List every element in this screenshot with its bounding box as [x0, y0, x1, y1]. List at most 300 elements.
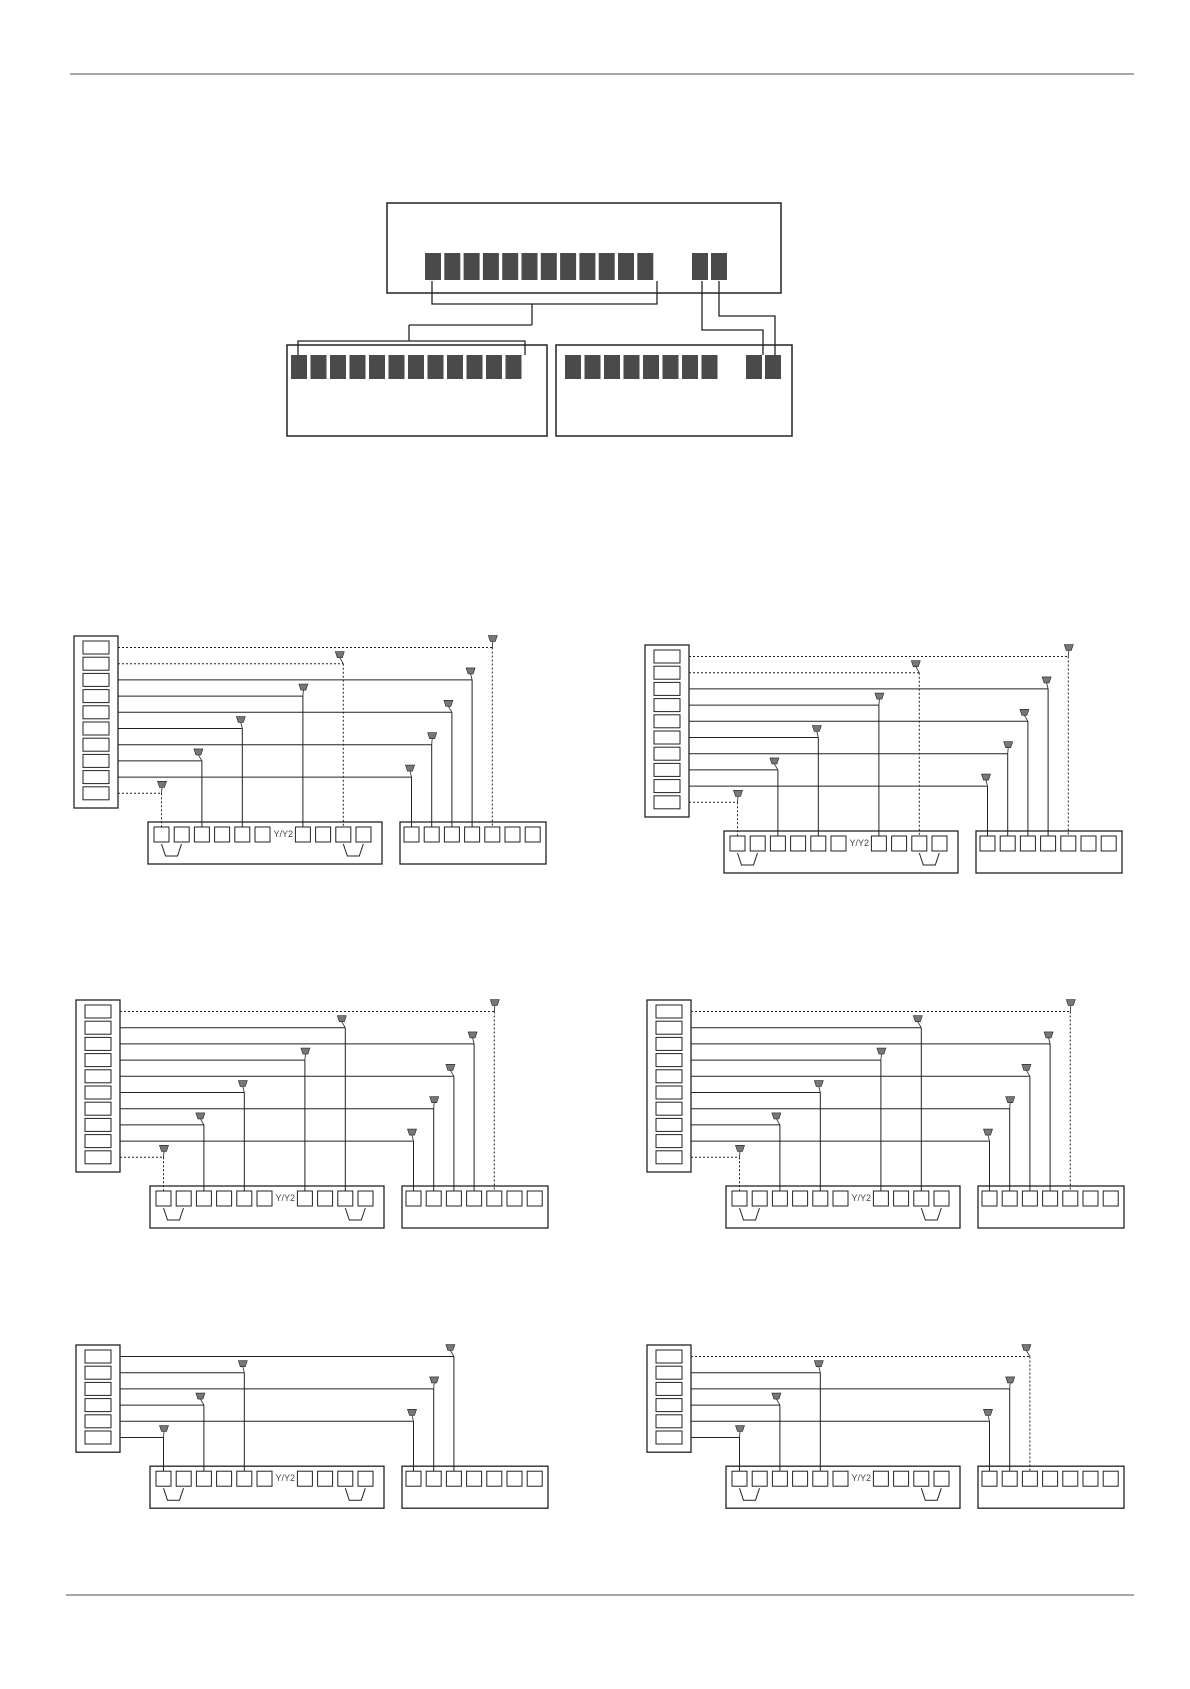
outdoor-terminal [1103, 1471, 1118, 1486]
board-terminal [154, 827, 169, 842]
jumper [345, 1488, 365, 1500]
outdoor-terminal [1083, 1471, 1098, 1486]
control-board [150, 1186, 384, 1228]
board-terminal [356, 827, 371, 842]
thermostat-terminal [656, 1151, 682, 1164]
thermostat-terminal [656, 1005, 682, 1018]
wiring-diagram-middle-right [647, 1000, 1124, 1229]
wire-nut [337, 1016, 346, 1022]
board-terminal [358, 1471, 373, 1486]
board-terminal [871, 836, 886, 851]
board-terminal [793, 1191, 808, 1206]
wire-nut [772, 1393, 781, 1399]
lower-left-terminal [506, 355, 522, 379]
outdoor-board [978, 1186, 1124, 1228]
thermostat-terminal [654, 780, 680, 793]
board-terminal [318, 1471, 333, 1486]
outdoor-terminal [444, 827, 459, 842]
wire-nut-lead [243, 1367, 245, 1373]
wire-nut-lead [738, 796, 739, 802]
board-terminal-label: Y/Y2 [273, 829, 293, 839]
wiring-diagram-top-right [645, 645, 1122, 874]
board-terminal [914, 1471, 929, 1486]
board-terminal [237, 1191, 252, 1206]
wire-nut [1022, 1345, 1031, 1351]
upper-terminal [618, 253, 634, 280]
outdoor-terminal [424, 827, 439, 842]
wire-nut-lead [342, 1022, 346, 1028]
board-terminal-label: Y/Y2 [849, 838, 869, 848]
wire-nut-lead [918, 1022, 922, 1028]
control-board [726, 1186, 960, 1228]
wire-nut [160, 1426, 169, 1432]
wire-nut-lead [1010, 1103, 1011, 1109]
outdoor-terminal [1063, 1471, 1078, 1486]
thermostat-terminal [656, 1070, 682, 1083]
thermostat-terminal [654, 650, 680, 663]
thermostat-terminal [83, 787, 109, 800]
upper-terminal [444, 253, 460, 280]
outdoor-terminal [1043, 1191, 1058, 1206]
wire-nut [814, 1361, 823, 1367]
wire-nut [770, 758, 779, 764]
wire-nut-lead [916, 667, 920, 673]
board-terminal [257, 1191, 272, 1206]
board-terminal [914, 1191, 929, 1206]
wire-nut-lead [776, 1399, 780, 1405]
wire-nut [408, 1129, 417, 1135]
outdoor-terminal [1022, 1471, 1037, 1486]
board-terminal [932, 836, 947, 851]
board-terminal [338, 1191, 353, 1206]
wire-nut-lead [241, 723, 243, 729]
wire-nut [430, 1377, 439, 1383]
wire-nut [444, 700, 453, 706]
wire-nut-lead [988, 1415, 990, 1421]
lower-left-terminal [311, 355, 327, 379]
thermostat-terminal [656, 1399, 682, 1412]
thermostat-terminal [656, 1431, 682, 1444]
control-board [150, 1466, 384, 1508]
outdoor-terminal [980, 836, 995, 851]
thermostat-terminal [83, 738, 109, 751]
wire-nut [196, 1393, 205, 1399]
board-terminal [297, 1191, 312, 1206]
wire-nut-lead [774, 764, 778, 770]
board-terminal [772, 1191, 787, 1206]
lower-right-terminal [624, 355, 640, 379]
board-terminal [833, 1191, 848, 1206]
upper-terminal [692, 253, 708, 280]
board-terminal [217, 1191, 232, 1206]
board-terminal [174, 827, 189, 842]
outdoor-terminal [467, 1471, 482, 1486]
outdoor-terminal [1083, 1191, 1098, 1206]
wiring-diagrams [74, 636, 1124, 1509]
board-terminal [772, 1471, 787, 1486]
outdoor-terminal [507, 1191, 522, 1206]
wire-nut [490, 1000, 499, 1006]
jumper [919, 853, 939, 865]
thermostat-terminal [656, 1102, 682, 1115]
jumper [164, 1488, 184, 1500]
upper-terminal [425, 253, 441, 280]
wire-nut [468, 1032, 477, 1038]
thermostat-terminal [85, 1415, 111, 1428]
wire-nut-lead [1049, 1038, 1051, 1044]
board-terminal-label: Y/Y2 [275, 1473, 295, 1484]
wire-nut-lead [819, 1367, 821, 1373]
outdoor-terminal [505, 827, 520, 842]
board-terminal [215, 827, 230, 842]
board-terminal [752, 1191, 767, 1206]
wire-nut [911, 661, 920, 667]
wire-nut-lead [162, 787, 163, 793]
wire-nut [301, 1048, 310, 1054]
board-terminal [235, 827, 250, 842]
outdoor-terminal [426, 1191, 441, 1206]
outdoor-terminal [465, 827, 480, 842]
wire-nut-lead [340, 658, 344, 664]
wire-nut-lead [450, 1351, 454, 1357]
thermostat-terminal [83, 754, 109, 767]
outdoor-terminal [1081, 836, 1096, 851]
outdoor-terminal [1000, 836, 1015, 851]
jumper [740, 1488, 760, 1500]
lower-left-terminal [330, 355, 346, 379]
thermostat-terminal [85, 1021, 111, 1034]
board-terminal [358, 1191, 373, 1206]
thermostat-terminal [83, 690, 109, 703]
wire-nut-lead [740, 1151, 741, 1157]
wire-nut-lead [881, 1054, 882, 1060]
outdoor-terminal [1022, 1191, 1037, 1206]
outdoor-terminal [485, 827, 500, 842]
thermostat-terminal [85, 1151, 111, 1164]
thermostat-terminal [656, 1366, 682, 1379]
jumper [921, 1208, 941, 1220]
board-terminal [338, 1471, 353, 1486]
outdoor-terminal [404, 827, 419, 842]
wire-nut-lead [1047, 683, 1049, 689]
wire-nut [160, 1145, 169, 1151]
board-terminal [813, 1471, 828, 1486]
wire-nut-lead [1026, 1351, 1030, 1357]
lower-terminal-strips [291, 355, 781, 379]
lower-right-terminal [682, 355, 698, 379]
outdoor-terminal [982, 1191, 997, 1206]
wire-nut [1022, 1064, 1031, 1070]
thermostat-terminal [656, 1086, 682, 1099]
wire-nut [984, 1409, 993, 1415]
outdoor-terminal [982, 1471, 997, 1486]
wire-nut-lead [1026, 1070, 1030, 1076]
wire-nut [1066, 1000, 1075, 1006]
wire-nut [238, 1361, 247, 1367]
outdoor-terminal [525, 827, 540, 842]
thermostat-terminal [656, 1382, 682, 1395]
jumper [345, 1208, 365, 1220]
board-terminal [813, 1191, 828, 1206]
wire-nut-lead [819, 1087, 821, 1093]
board-terminal [811, 836, 826, 851]
wire-nut-lead [492, 642, 493, 648]
wire-nut [428, 733, 437, 739]
wire-nut-lead [1008, 748, 1009, 754]
wire-nut [446, 1064, 455, 1070]
wire-nut-lead [432, 739, 433, 745]
outdoor-terminal [1041, 836, 1056, 851]
wire-nut [236, 717, 245, 723]
wire-nut [466, 668, 475, 674]
outdoor-board [402, 1466, 548, 1508]
wire-nut [335, 652, 344, 658]
board-terminal [318, 1191, 333, 1206]
board-terminal-label: Y/Y2 [851, 1193, 871, 1203]
wire-nut-lead [1010, 1383, 1011, 1389]
board-terminal [217, 1471, 232, 1486]
thermostat-terminal [654, 731, 680, 744]
thermostat-terminal [654, 747, 680, 760]
thermostat-terminal [654, 796, 680, 809]
thermostat-terminal [656, 1350, 682, 1363]
thermostat-terminal [85, 1070, 111, 1083]
outdoor-terminal [1002, 1471, 1017, 1486]
wire-nut-lead [473, 1038, 475, 1044]
board-terminal [831, 836, 846, 851]
board-terminal [873, 1191, 888, 1206]
upper-terminal [560, 253, 576, 280]
outdoor-terminal [446, 1191, 461, 1206]
wire-nut-lead [164, 1151, 165, 1157]
bus-bracket-lower [298, 341, 525, 355]
wire-nut-lead [450, 1070, 454, 1076]
board-terminal [297, 1471, 312, 1486]
wire-nut-lead [412, 1415, 414, 1421]
lower-right-terminal [663, 355, 679, 379]
wire-nut [406, 765, 415, 771]
board-terminal [316, 827, 331, 842]
thermostat-terminal [654, 763, 680, 776]
lower-right-terminal [702, 355, 718, 379]
outdoor-terminal [1002, 1191, 1017, 1206]
board-terminal [934, 1471, 949, 1486]
wire-nut [1020, 709, 1029, 715]
wire-nut-lead [1070, 1006, 1071, 1012]
wire-nut-lead [412, 1135, 414, 1141]
lower-right-terminal [604, 355, 620, 379]
outdoor-terminal [467, 1191, 482, 1206]
control-board [148, 822, 382, 864]
wire-nut-lead [305, 1054, 306, 1060]
wire-right-2 [719, 281, 775, 355]
wire-nut-lead [434, 1383, 435, 1389]
wire-nut [196, 1113, 205, 1119]
wire-nut [736, 1145, 745, 1151]
thermostat-terminal [656, 1135, 682, 1148]
outdoor-terminal [527, 1471, 542, 1486]
outdoor-terminal [406, 1191, 421, 1206]
thermostat-terminal [656, 1037, 682, 1050]
upper-terminal [483, 253, 499, 280]
lower-left-terminal [447, 355, 463, 379]
wire-nut [734, 790, 743, 796]
wire-nut [238, 1081, 247, 1087]
wire-nut-lead [988, 1135, 990, 1141]
wire-nut [1044, 1032, 1053, 1038]
wire-nut [913, 1016, 922, 1022]
upper-terminal [522, 253, 538, 280]
upper-terminal [502, 253, 518, 280]
wire-nut [814, 1081, 823, 1087]
upper-terminal [599, 253, 615, 280]
wiring-diagram-bottom-right [647, 1345, 1124, 1509]
board-terminal [732, 1191, 747, 1206]
wire-nut [158, 781, 167, 787]
wire-nut-lead [303, 690, 304, 696]
outdoor-terminal [1043, 1471, 1058, 1486]
wire-nut [875, 693, 884, 699]
upper-terminal [579, 253, 595, 280]
board-terminal [176, 1191, 191, 1206]
wire-nut [488, 636, 497, 642]
wire-nut [772, 1113, 781, 1119]
outdoor-board [976, 831, 1122, 873]
thermostat-terminal [85, 1102, 111, 1115]
thermostat-terminal [85, 1086, 111, 1099]
board-terminal [892, 836, 907, 851]
jumper [343, 844, 363, 856]
wire-nut-lead [164, 1432, 165, 1438]
wire-nut [1006, 1377, 1015, 1383]
wire-nut-lead [1068, 651, 1069, 657]
lower-left-terminal [428, 355, 444, 379]
wire-nut [877, 1048, 886, 1054]
wire-nut-lead [740, 1432, 741, 1438]
board-terminal [196, 1471, 211, 1486]
wire-nut [1064, 645, 1073, 651]
outdoor-terminal [1061, 836, 1076, 851]
control-board [724, 831, 958, 873]
wire-nut [446, 1345, 455, 1351]
wire-nut-lead [1024, 715, 1028, 721]
board-terminal [196, 1191, 211, 1206]
wire-nut [194, 749, 203, 755]
board-terminal [257, 1471, 272, 1486]
lower-left-terminal [408, 355, 424, 379]
wire-nut-lead [434, 1103, 435, 1109]
wire-nut [984, 1129, 993, 1135]
outdoor-board [400, 822, 546, 864]
thermostat-terminal [85, 1135, 111, 1148]
board-terminal [873, 1471, 888, 1486]
thermostat-terminal [85, 1366, 111, 1379]
upper-terminal [541, 253, 557, 280]
overview-block-diagram [287, 203, 792, 436]
wire-nut-lead [448, 706, 452, 712]
board-terminal [732, 1471, 747, 1486]
board-terminal [770, 836, 785, 851]
wire-nut [982, 774, 991, 780]
board-terminal-label: Y/Y2 [851, 1473, 871, 1484]
wiring-diagram-middle-left [76, 1000, 548, 1229]
outdoor-terminal [446, 1471, 461, 1486]
board-terminal [730, 836, 745, 851]
outdoor-terminal [1101, 836, 1116, 851]
lower-right-terminal [765, 355, 781, 379]
board-terminal [156, 1471, 171, 1486]
jumper [921, 1488, 941, 1500]
lower-right-terminal [746, 355, 762, 379]
thermostat-terminal [656, 1118, 682, 1131]
lower-left-terminal [350, 355, 366, 379]
wire-nut [1042, 677, 1051, 683]
wire-nut [736, 1426, 745, 1432]
board-terminal [750, 836, 765, 851]
thermostat-terminal [85, 1382, 111, 1395]
thermostat-terminal [654, 682, 680, 695]
thermostat-terminal [85, 1399, 111, 1412]
board-terminal [156, 1191, 171, 1206]
thermostat-terminal [654, 699, 680, 712]
thermostat-terminal [83, 706, 109, 719]
board-terminal [793, 1471, 808, 1486]
board-terminal [176, 1471, 191, 1486]
board-terminal [752, 1471, 767, 1486]
lower-right-terminal [565, 355, 581, 379]
thermostat-terminal [85, 1118, 111, 1131]
upper-terminal [637, 253, 653, 280]
wire-nut [1004, 742, 1013, 748]
outdoor-terminal [406, 1471, 421, 1486]
board-terminal [336, 827, 351, 842]
board-terminal [833, 1471, 848, 1486]
lower-left-terminal [486, 355, 502, 379]
outdoor-terminal [426, 1471, 441, 1486]
wire-nut [408, 1409, 417, 1415]
thermostat-terminal [656, 1415, 682, 1428]
thermostat-terminal [83, 771, 109, 784]
control-board [726, 1466, 960, 1508]
wire-nut-lead [986, 780, 988, 786]
board-terminal [934, 1191, 949, 1206]
outdoor-terminal [487, 1191, 502, 1206]
lower-right-terminal [585, 355, 601, 379]
thermostat-terminal [85, 1005, 111, 1018]
board-terminal [894, 1191, 909, 1206]
upper-terminal [711, 253, 727, 280]
thermostat-terminal [83, 657, 109, 670]
thermostat-terminal [85, 1431, 111, 1444]
wire-nut-lead [494, 1006, 495, 1012]
outdoor-terminal [1103, 1191, 1118, 1206]
lower-right-terminal [643, 355, 659, 379]
upper-terminal [464, 253, 480, 280]
board-terminal [237, 1471, 252, 1486]
outdoor-terminal [1063, 1191, 1078, 1206]
board-terminal [791, 836, 806, 851]
wiring-diagram-top-left [74, 636, 546, 865]
wire-right-1 [702, 281, 763, 355]
upper-terminal-strip [425, 253, 727, 280]
board-terminal [295, 827, 310, 842]
board-terminal [894, 1471, 909, 1486]
lower-left-terminal [467, 355, 483, 379]
thermostat-terminal [83, 673, 109, 686]
lower-left-terminal [369, 355, 385, 379]
thermostat-terminal [654, 715, 680, 728]
outdoor-board [402, 1186, 548, 1228]
